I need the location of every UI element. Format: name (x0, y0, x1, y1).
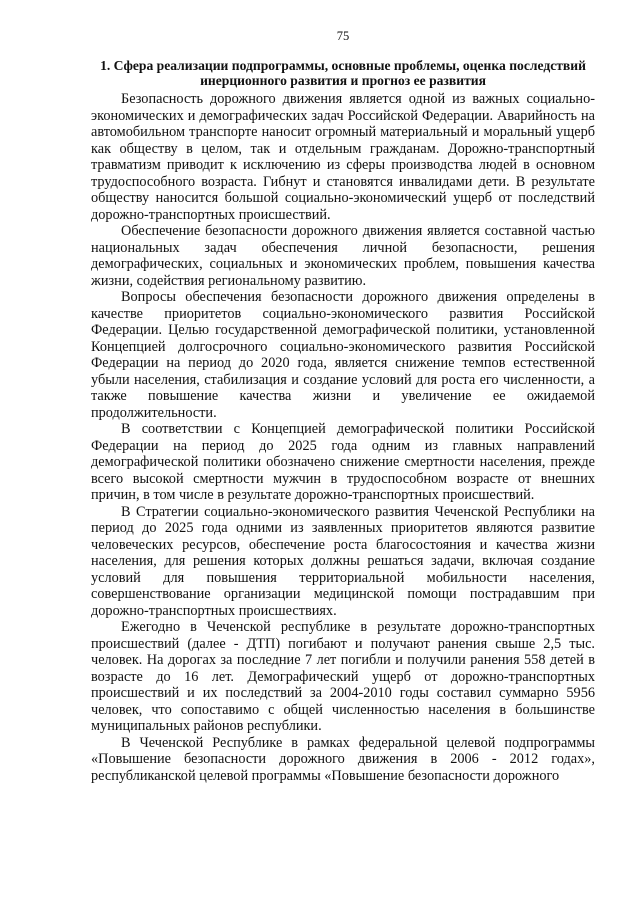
section-title: 1. Сфера реализации подпрограммы, основные проблемы, оценка последствий инерционного развития и прогноз ее развития (100, 58, 586, 88)
paragraph-7: В Чеченской Республике в рамках федеральной целевой подпрограммы «Повышение безопасности дорожного движения в 2006 - 2012 годах», республиканской целевой программы «Повышение безопасности дорожного (91, 734, 595, 784)
paragraph-3: Вопросы обеспечения безопасности дорожного движения определены в качестве приоритетов социально-экономического развития Российской Федерации. Целью государственной демографической политики, установленной Концепцией долгосрочного социально-экономического развития Российской Федерации на период до 2020 года, является снижение темпов естественной убыли населения, стабилизация и создание условий для роста его численности, а также повышение качества жизни и увеличение ее ожидаемой продолжительности. (91, 289, 595, 421)
paragraph-2: Обеспечение безопасности дорожного движения является составной частью национальных задач обеспечения личной безопасности, решения демографических, социальных и экономических проблем, повышения качества жизни, содействия региональному развитию. (91, 223, 595, 289)
document-page (91, 28, 595, 784)
paragraph-6: Ежегодно в Чеченской республике в результате дорожно-транспортных происшествий (далее - ДТП) погибают и получают ранения свыше 2,5 тыс. человек. На дорогах за последние 7 лет погибли и получили ранения 558 детей в возрасте до 16 лет. Демографический ущерб от дорожно-транспортных происшествий и их последствий за 2004-2010 годы составил суммарно 5956 человек, что сопоставимо с общей численностью населения в большинстве муниципальных районов республики. (91, 619, 595, 734)
paragraph-1: Безопасность дорожного движения является одной из важных социально-экономических и демографических задач Российской Федерации. Аварийность на автомобильном транспорте наносит огромный материальный и моральный ущерб как обществу в целом, так и отдельным гражданам. Дорожно-транспортный травматизм приводит к исключению из сферы производства людей в основном трудоспособного возраста. Гибнут и становятся инвалидами дети. В результате обществу наносится большой социально-экономический ущерб от последствий дорожно-транспортных происшествий. (91, 91, 595, 223)
page-number: 75 (336, 29, 350, 43)
paragraph-4: В соответствии с Концепцией демографической политики Российской Федерации на период до 2025 года одним из главных направлений демографической политики обозначено снижение смертности населения, прежде всего высокой смертности мужчин в трудоспособном возрасте от внешних причин, в том числе в результате дорожно-транспортных происшествий. (91, 421, 595, 503)
paragraph-5: В Стратегии социально-экономического развития Чеченской Республики на период до 2025 года одними из заявленных приоритетов являются развитие человеческих ресурсов, обеспечение роста благосостояния и качества жизни населения, для решения которых должны решаться задачи, включая создание условий для повышения территориальной мобильности населения, совершенствование организации медицинской помощи пострадавшим при дорожно-транспортных происшествиях. (91, 503, 595, 619)
